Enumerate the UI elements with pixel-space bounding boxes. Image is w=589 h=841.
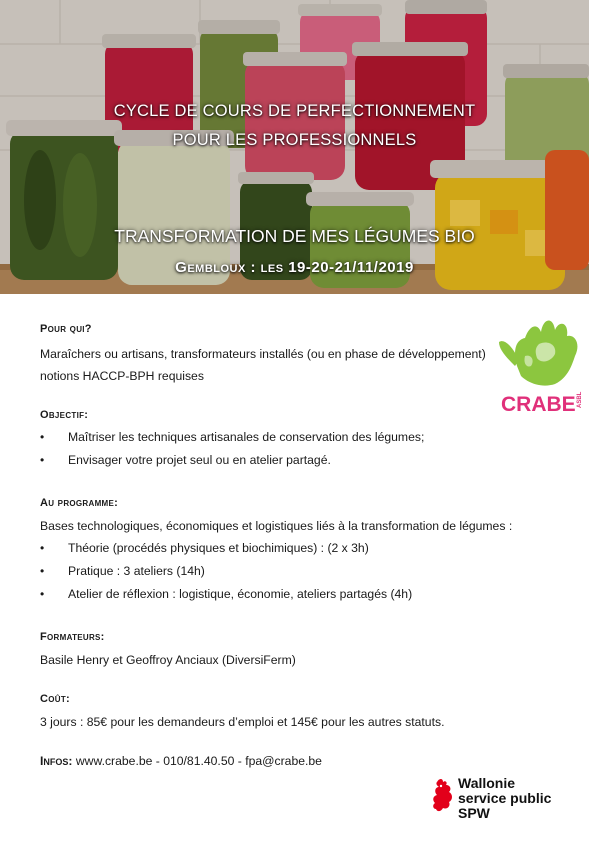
pour-qui-title: Pour qui? [40,323,92,335]
programme-list [40,539,540,604]
hero-title-line1: CYCLE DE COURS DE PERFECTIONNEMENT [113,102,476,120]
objectif-item-1: • Maîtriser les techniques artisanales de conservation des légumes; [40,428,540,447]
formateurs-text: Basile Henry et Geoffroy Anciaux (DiversiFerm) [40,653,296,667]
cout-title: Coût: [40,693,70,705]
infos-label: Infos: [40,754,73,768]
infos-text: www.crabe.be - 010/81.40.50 - fpa@crabe.be [72,754,322,768]
pour-qui-line2: notions HACCP-BPH requises [40,369,204,383]
cout-text: 3 jours : 85€ pour les demandeurs d’emploi et 145€ pour les autres statuts. [40,715,445,729]
programme-item-3: • Atelier de réflexion : logistique, économie, ateliers partagés (4h) [40,585,540,604]
objectif-list [40,428,540,470]
pour-qui-line1: Maraîchers ou artisans, transformateurs installés (ou en phase de développement) [40,347,486,361]
hero-title-line4: Gembloux : les 19-20-21/11/2019 [175,259,414,276]
programme-intro: Bases technologiques, économiques et logistiques liés à la transformation de légumes : [40,519,513,533]
objectif-item-2: • Envisager votre projet seul ou en atelier partagé. [40,451,540,470]
wallonie-spw-logo [431,772,571,828]
wallonie-line3: SPW [458,805,490,821]
wallonie-line1: Wallonie [458,775,516,791]
infos-line [40,752,540,771]
hero-title-line2: POUR LES PROFESSIONNELS [172,131,417,149]
objectif-title: Objectif: [40,409,89,421]
hero-title-line3: TRANSFORMATION DE MES LÉGUMES BIO [114,226,475,246]
programme-title: Au programme: [40,497,119,509]
course-details [40,320,540,771]
programme-item-1: • Théorie (procédés physiques et biochimiques) : (2 x 3h) [40,539,540,558]
programme-item-2: • Pratique : 3 ateliers (14h) [40,562,540,581]
hero-photo [0,0,589,294]
rooster-icon [431,776,457,816]
crabe-asbl: ASBL [577,391,583,408]
crabe-word: CRABE [501,393,576,416]
formateurs-title: Formateurs: [40,631,105,643]
wallonie-line2: service public [458,790,552,806]
